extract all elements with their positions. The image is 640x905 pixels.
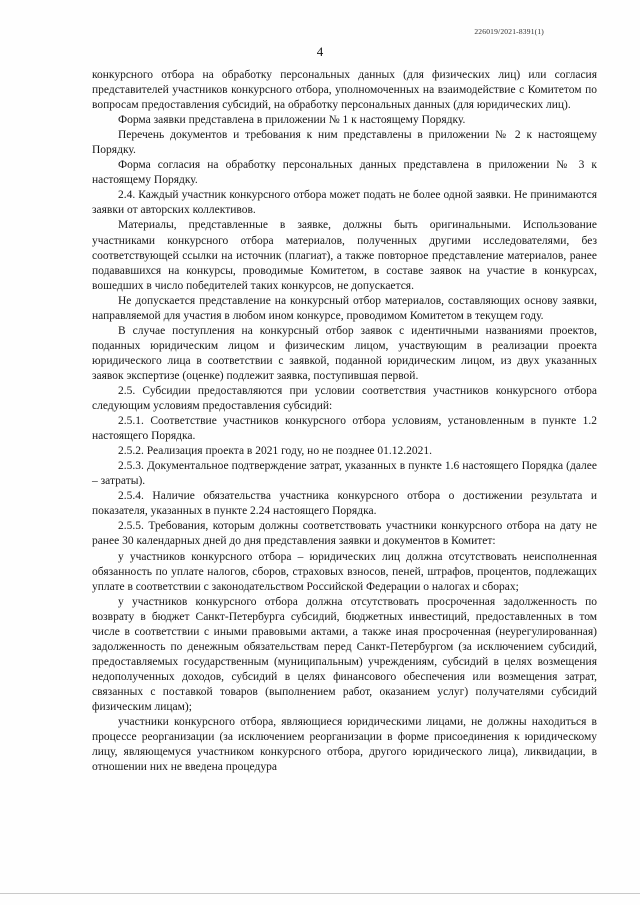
document-body [92,68,597,775]
paragraph-continuation: конкурсного отбора на обработку персональных данных (для физических лиц) или согласия представителей участников конкурсного отбора, уполномоченных на взаимодействие с Комитетом по вопросам предоставления субсидий, на обработку персональных данных (для юридических лиц). [92,69,597,112]
paragraph-2-5-5: 2.5.5. Требования, которым должны соответствовать участники конкурсного отбора на дату не ранее 30 календарных дней до дня представления заявки и документов в Комитет: [92,520,597,548]
paragraph-2-5-3: 2.5.3. Документальное подтверждение затрат, указанных в пункте 1.6 настоящего Порядка (далее – затраты). [92,460,597,488]
paragraph-2-5-4: 2.5.4. Наличие обязательства участника конкурсного отбора о достижении результата и показателя, указанных в пункте 2.24 настоящего Порядка. [92,490,597,518]
paragraph: Перечень документов и требования к ним представлены в приложении № 2 к настоящему Порядку. [92,129,597,157]
paragraph: Форма заявки представлена в приложении № 1 к настоящему Порядку. [118,114,466,127]
paragraph: Форма согласия на обработку персональных данных представлена в приложении № 3 к настоящему Порядку. [92,159,597,187]
paragraph: у участников конкурсного отбора – юридических лиц должна отсутствовать неисполненная обязанность по уплате налогов, сборов, страховых взносов, пеней, штрафов, процентов, подлежащих уплате в соответствии с законодательством Российской Федерации о налогах и сборах; [92,550,597,593]
paragraph: Материалы, представленные в заявке, должны быть оригинальными. Использование участниками конкурсного отбора материалов, полученных другими исследователями, без соответствующей ссылки на источник (плагиат), а также повторное представление материалов, ранее подававшихся на конкурсы, проводимые Комитетом, в составе заявок на участие в конкурсах, вошедших в число победителей таких конкурсов, не допускается. [92,219,597,292]
paragraph-2-5-2: 2.5.2. Реализация проекта в 2021 году, но не позднее 01.12.2021. [118,445,433,458]
page-number: 4 [316,44,324,59]
scan-edge-line [0,893,640,894]
document-number: 226019/2021-8391(1) [474,27,544,36]
paragraph: Не допускается представление на конкурсный отбор материалов, составляющих основу заявки, направляемой для участия в любом ином конкурсе, проводимом Комитетом в текущем году. [92,294,597,322]
paragraph-2-4: 2.4. Каждый участник конкурсного отбора может подать не более одной заявки. Не принимаются заявки от авторских коллективов. [92,189,597,217]
paragraph: у участников конкурсного отбора должна отсутствовать просроченная задолженность по возврату в бюджет Санкт-Петербурга субсидий, бюджетных инвестиций, предоставленных в том числе в соответствии с иными правовыми актами, а также иная просроченная (неурегулированная) задолженность по денежным обязательствам перед Санкт-Петербургом (за исключением субсидий, предоставляемых государственным (муниципальным) учреждениям, субсидий в целях возмещения недополученных доходов, субсидий в целях финансового обеспечения или возмещения затрат, связанных с поставкой товаров (выполнением работ, оказанием услуг) получателями субсидий физическим лицам); [92,595,597,713]
paragraph-2-5: 2.5. Субсидии предоставляются при условии соответствия участников конкурсного отбора следующим условиям предоставления субсидий: [92,384,597,413]
paragraph-2-5-1: 2.5.1. Соответствие участников конкурсного отбора условиям, установленным в пункте 1.2 настоящего Порядка. [92,415,597,443]
paragraph: В случае поступления на конкурсный отбор заявок с идентичными названиями проектов, поданных юридическим лицом и физическим лицом, участвующим в реализации проекта юридического лица в соответствии с заявкой, поданной юридическим лицом, из двух указанных заявок экспертизе (оценке) подлежит заявка, поступившая первой. [92,324,597,382]
paragraph: участники конкурсного отбора, являющиеся юридическими лицами, не должны находиться в процессе реорганизации (за исключением реорганизации в форме присоединения к юридическому лицу, являющемуся участником конкурсного отбора, другого юридического лица), ликвидации, в отношении них не введена процедура [92,716,597,774]
